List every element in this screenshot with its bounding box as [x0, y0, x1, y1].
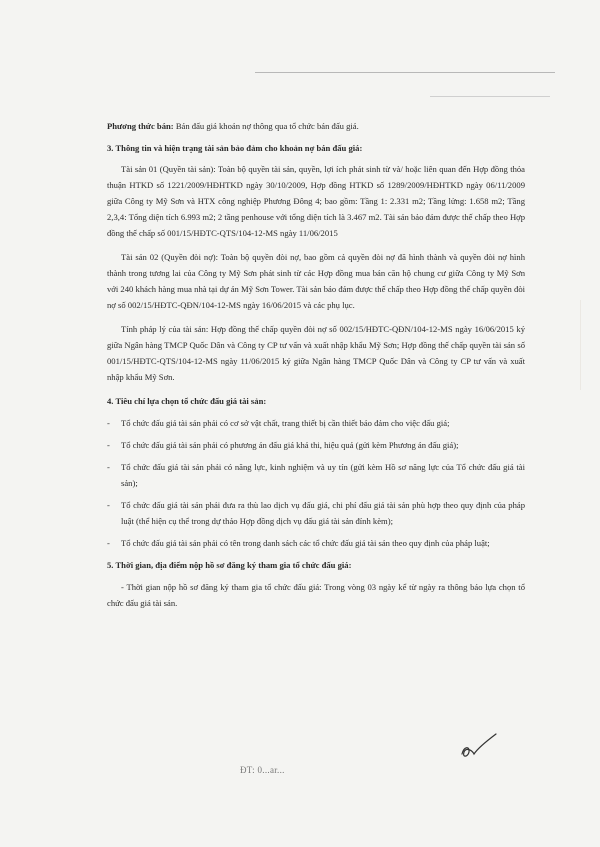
asset-01-paragraph: Tài sản 01 (Quyền tài sản): Toàn bộ quyền tài sản, quyền, lợi ích phát sinh từ và/ hoặc liên quan đến Hợp đồng thỏa thuận HTKD số 1221/2009/HĐHTKD ngày 30/10/2009, Hợp đồng HTKD số 1289/2009/HĐHTKD ngày 06/11/2009 giữa Công ty Mỹ Sơn và HTX công nghiệp Phương Đông 4; bao gồm: Tầng 1: 2.331 m2; Tầng lửng: 1.658 m2; Tầng 2,3,4: Tổng diện tích 6.993 m2; 2 tầng penhouse với tổng diện tích là 3.467 m2. Tài sản bảo đảm được thế chấp theo Hợp đồng thế chấp số 001/15/HĐTC-QTS/104-12-MS ngày 11/06/2015 [107, 164, 525, 238]
criteria-item: - Tổ chức đấu giá tài sản phải có phương án đấu giá khả thi, hiệu quả (gửi kèm Phương án đấu giá); [107, 440, 459, 450]
criteria-item: - Tổ chức đấu giá tài sản phải có cơ sở vật chất, trang thiết bị cần thiết bảo đảm cho việc đấu giá; [107, 418, 450, 428]
section-3-heading: 3. Thông tin và hiện trạng tài sản bảo đảm cho khoản nợ bán đấu giá: [107, 143, 363, 153]
sale-method-text: Bán đấu giá khoản nợ thông qua tổ chức bán đấu giá. [175, 121, 359, 131]
asset-02-paragraph: Tài sản 02 (Quyền đòi nợ): Toàn bộ quyền đòi nợ, bao gồm cả quyền đòi nợ đã hình thành và quyền đòi nợ hình thành trong tương lai của Công ty Mỹ Sơn phát sinh từ các Hợp đồng mua bán căn hộ chung cư giữa Công ty Mỹ Sơn với 240 khách hàng mua nhà tại dự án Mỹ Sơn Tower. Tài sản bảo đảm được thế chấp theo Hợp đồng thế chấp quyền đòi nợ số 002/15/HĐTC-QĐN/104-12-MS ngày 16/06/2015 và các phụ lục. [107, 252, 525, 310]
section-5-heading: 5. Thời gian, địa điểm nộp hồ sơ đăng ký tham gia tổ chức đấu giá: [107, 560, 352, 570]
handwritten-signature [458, 732, 500, 762]
legal-status-paragraph: Tính pháp lý của tài sản: Hợp đồng thế chấp quyền đòi nợ số 002/15/HĐTC-QĐN/104-12-MS ngày 16/06/2015 ký giữa Ngân hàng TMCP Quốc Dân và Công ty CP tư vấn và xuất nhập khẩu Mỹ Sơn; Hợp đồng thế chấp quyền tài sản số 001/15/HĐTC-QTS/104-12-MS ngày 11/06/2015 ký giữa Ngân hàng TMCP Quốc Dân và Công ty CP tư vấn và xuất nhập khẩu Mỹ Sơn. [107, 324, 525, 382]
submission-time-text: - Thời gian nộp hồ sơ đăng ký tham gia tổ chức đấu giá: Trong vòng 03 ngày kể từ ngày ra thông báo lựa chọn tổ chức đấu giá tài sản. [107, 582, 525, 608]
footer-smudge: ĐT: 0...ar... [240, 765, 285, 775]
scan-artifact-line [430, 96, 550, 97]
sale-method [107, 118, 525, 134]
stamp-shadow [540, 300, 581, 390]
section-4-heading: 4. Tiêu chí lựa chọn tổ chức đấu giá tài sản: [107, 396, 267, 406]
criteria-item: - Tổ chức đấu giá tài sản phải có tên trong danh sách các tổ chức đấu giá tài sản theo quy định của pháp luật; [107, 538, 490, 548]
criteria-item: - Tổ chức đấu giá tài sản phải có năng lực, kinh nghiệm và uy tín (gửi kèm Hồ sơ năng lực của Tổ chức đấu giá tài sản); [107, 462, 525, 488]
document-body [107, 118, 525, 611]
criteria-item: - Tổ chức đấu giá tài sản phải đưa ra thù lao dịch vụ đấu giá, chi phí đấu giá tài sản phù hợp theo quy định của pháp luật (thể hiện cụ thể trong dự thảo Hợp đồng dịch vụ đấu giá tài sản đính kèm); [107, 500, 525, 526]
scan-artifact-line [255, 72, 555, 73]
sale-method-label: Phương thức bán: [107, 121, 174, 131]
